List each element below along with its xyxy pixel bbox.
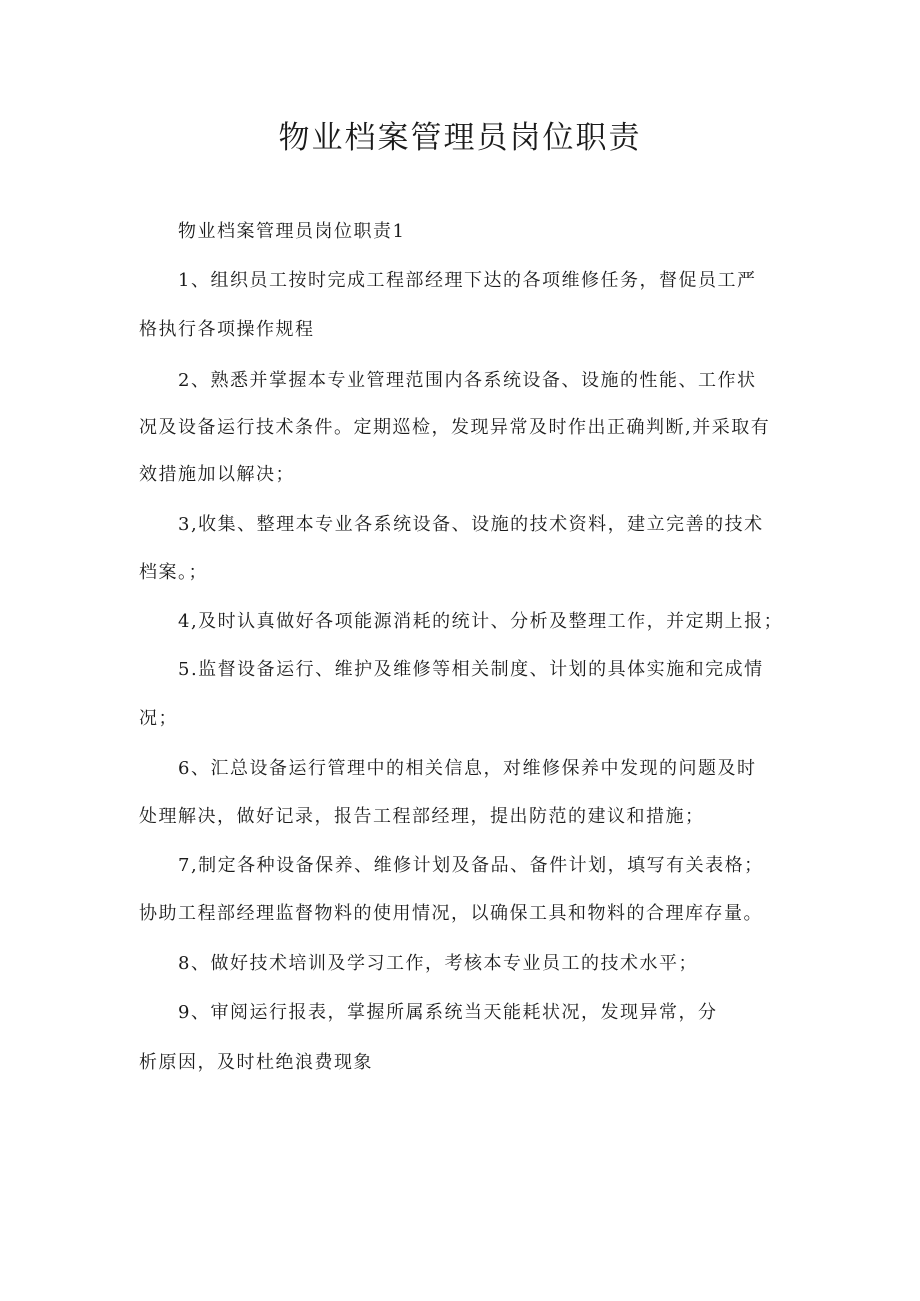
duty-item-2-line-1: 2、熟悉并掌握本专业管理范围内各系统设备、设施的性能、工作状: [178, 370, 757, 391]
duty-item-6-line-1: 6、汇总设备运行管理中的相关信息，对维修保养中发现的问题及时: [178, 758, 757, 779]
duty-item-9-line-2: 析原因，及时杜绝浪费现象: [139, 1052, 373, 1073]
duty-item-7-line-1: 7,制定各种设备保养、维修计划及备品、备件计划，填写有关表格；: [178, 855, 764, 876]
section-heading: 物业档案管理员岗位职责1: [178, 221, 406, 242]
duty-item-3-line-1: 3,收集、整理本专业各系统设备、设施的技术资料，建立完善的技术: [178, 514, 764, 535]
duty-item-4-line-1: 4,及时认真做好各项能源消耗的统计、分析及整理工作，并定期上报；: [178, 611, 784, 632]
duty-item-1-line-2: 格执行各项操作规程: [139, 319, 315, 340]
duty-item-5-line-1: 5.监督设备运行、维护及维修等相关制度、计划的具体实施和完成情: [178, 659, 764, 680]
duty-item-9-line-1: 9、审阅运行报表，掌握所属系统当天能耗状况，发现异常，分: [178, 1002, 718, 1023]
duty-item-2-line-3: 效措施加以解决；: [139, 464, 295, 485]
duty-item-2-line-2: 况及设备运行技术条件。定期巡检，发现异常及时作出正确判断,并采取有: [139, 417, 771, 438]
duty-item-7-line-2: 协助工程部经理监督物料的使用情况，以确保工具和物料的合理库存量。: [139, 903, 763, 924]
duty-item-1-line-1: 1、组织员工按时完成工程部经理下达的各项维修任务，督促员工严: [178, 270, 757, 291]
duty-item-8-line-1: 8、做好技术培训及学习工作，考核本专业员工的技术水平；: [178, 953, 698, 974]
duty-item-5-line-2: 况；: [139, 708, 178, 729]
page-title: 物业档案管理员岗位职责: [278, 120, 642, 156]
duty-item-6-line-2: 处理解决，做好记录，报告工程部经理，提出防范的建议和措施；: [139, 806, 705, 827]
duty-item-3-line-2: 档案。；: [139, 562, 208, 583]
